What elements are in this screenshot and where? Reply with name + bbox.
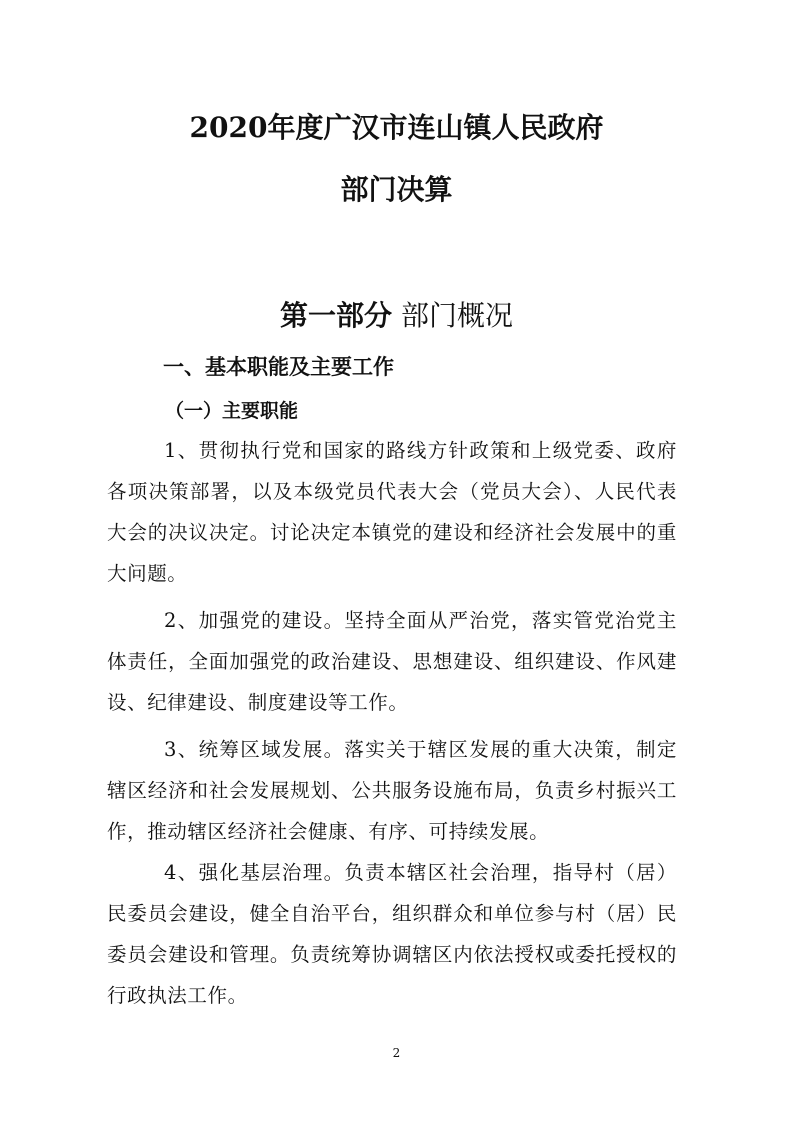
- part-heading-title: 部门概况: [392, 299, 513, 332]
- part-heading: [0, 296, 793, 336]
- subsection-heading: （一）主要职能: [165, 400, 299, 422]
- paragraph-duty-1: 1、贯彻执行党和国家的路线方针政策和上级党委、政府各项决策部署，以及本级党员代表大会（党员大会）、人民代表大会的决议决定。讨论决定本镇党的建设和经济社会发展中的重大问题。: [107, 439, 677, 585]
- paragraph-duty-3: 3、统筹区域发展。落实关于辖区发展的重大决策，制定辖区经济和社会发展规划、公共服务设施布局，负责乡村振兴工作，推动辖区经济社会健康、有序、可持续发展。: [107, 738, 677, 843]
- paragraph-duty-2: 2、加强党的建设。坚持全面从严治党，落实管党治党主体责任，全面加强党的政治建设、思想建设、组织建设、作风建设、纪律建设、制度建设等工作。: [107, 609, 677, 714]
- section-heading-bold: 一、基: [163, 355, 226, 379]
- page-number: 2: [392, 1046, 401, 1060]
- section-heading: [163, 352, 394, 382]
- paragraph-duty-4: 4、强化基层治理。负责本辖区社会治理，指导村（居）民委员会建设，健全自治平台，组织群众和单位参与村（居）民委员会建设和管理。负责统筹协调辖区内依法授权或委托授权的行政执法工作。: [107, 861, 677, 1007]
- document-title-line1: 2020年度广汉市连山镇人民政府: [189, 111, 604, 144]
- document-title-line2: 部门决算: [340, 173, 453, 206]
- part-heading-number: 第一部分: [280, 299, 393, 332]
- section-heading-text: 本职能及主要工作: [226, 355, 394, 379]
